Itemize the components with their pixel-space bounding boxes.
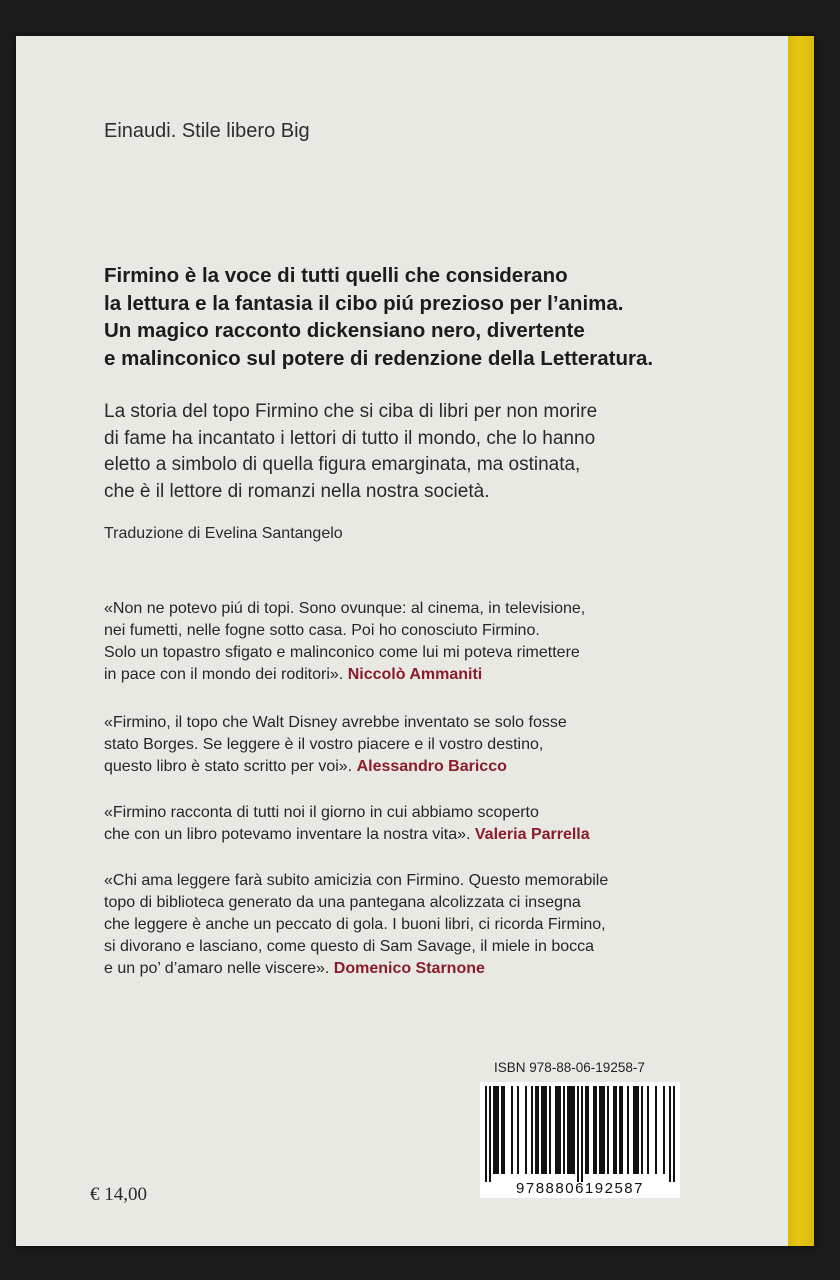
barcode-bar bbox=[511, 1086, 513, 1174]
quote-line: «Non ne potevo piú di topi. Sono ovunque: al cinema, in televisione, bbox=[104, 600, 586, 617]
series-name: Einaudi. Stile libero Big bbox=[104, 120, 310, 142]
barcode-bar bbox=[613, 1086, 615, 1174]
barcode-icon bbox=[480, 1082, 680, 1198]
description-line: eletto a simbolo di quella figura emarginata, ma ostinata, bbox=[104, 454, 581, 475]
quote-author: Valeria Parrella bbox=[474, 826, 590, 843]
barcode-bar bbox=[545, 1086, 547, 1174]
blurb-line: la lettura e la fantasia il cibo piú prezioso per l’anima. bbox=[104, 291, 624, 315]
barcode-bar bbox=[493, 1086, 495, 1174]
quote-line: stato Borges. Se leggere è il vostro piacere e il vostro destino, bbox=[104, 736, 544, 753]
blurb-line: Un magico racconto dickensiano nero, divertente bbox=[104, 319, 585, 342]
barcode-bar bbox=[573, 1086, 575, 1174]
barcode-bar bbox=[581, 1086, 583, 1182]
quote-line: si divorano e lasciano, come questo di Sam Savage, il miele in bocca bbox=[104, 938, 595, 955]
quote-parrella bbox=[104, 802, 754, 846]
barcode-bar bbox=[601, 1086, 603, 1174]
isbn-label: ISBN 978-88-06-19258-7 bbox=[494, 1060, 645, 1075]
barcode-bar bbox=[621, 1086, 623, 1174]
quote-ammaniti bbox=[104, 598, 754, 686]
quote-line: in pace con il mondo dei roditori». bbox=[104, 666, 344, 683]
description-line: che è il lettore di romanzi nella nostra società. bbox=[104, 480, 490, 502]
barcode-bar bbox=[501, 1086, 503, 1174]
translator-credit: Traduzione di Evelina Santangelo bbox=[104, 525, 343, 542]
description bbox=[104, 399, 744, 505]
blurb-line: e malinconico sul potere di redenzione della Letteratura. bbox=[104, 346, 654, 370]
barcode-bar bbox=[603, 1086, 605, 1174]
quote-line: topo di biblioteca generato da una pantegana alcolizzata ci insegna bbox=[104, 894, 581, 911]
quote-line: che con un libro potevamo inventare la nostra vita». bbox=[104, 826, 471, 843]
barcode-bar bbox=[635, 1086, 637, 1174]
barcode-bar bbox=[541, 1086, 543, 1174]
barcode-bar bbox=[587, 1086, 589, 1174]
back-cover bbox=[16, 36, 814, 1246]
description-line: La storia del topo Firmino che si ciba di libri per non morire bbox=[104, 401, 598, 422]
barcode-bar bbox=[637, 1086, 639, 1174]
barcode-bar bbox=[641, 1086, 643, 1174]
barcode-bar bbox=[627, 1086, 629, 1174]
barcode-bar bbox=[619, 1086, 621, 1174]
blurb-bold bbox=[104, 262, 744, 372]
barcode-bar bbox=[655, 1086, 657, 1174]
blurb-line: Firmino è la voce di tutti quelli che considerano bbox=[104, 264, 568, 287]
barcode-bar bbox=[595, 1086, 597, 1174]
quote-line: questo libro è stato scritto per voi». bbox=[104, 758, 353, 775]
barcode-digits: 9788806192587 bbox=[516, 1180, 644, 1197]
quote-author: Alessandro Baricco bbox=[356, 758, 507, 775]
description-line: di fame ha incantato i lettori di tutto il mondo, che lo hanno bbox=[104, 427, 596, 449]
barcode-bar bbox=[569, 1086, 571, 1174]
barcode-bar bbox=[557, 1086, 559, 1174]
barcode-bar bbox=[559, 1086, 561, 1174]
barcode-bar bbox=[563, 1086, 565, 1174]
quote-line: nei fumetti, nelle fogne sotto casa. Poi ho conosciuto Firmino. bbox=[104, 622, 540, 639]
barcode-bar bbox=[599, 1086, 601, 1174]
barcode-bar bbox=[497, 1086, 499, 1174]
quote-line: che leggere è anche un peccato di gola. I buoni libri, ci ricorda Firmino, bbox=[104, 916, 606, 933]
quote-line: e un po’ d’amaro nelle viscere». bbox=[104, 960, 330, 977]
barcode-bar bbox=[577, 1086, 579, 1182]
barcode-bar bbox=[489, 1086, 491, 1182]
barcode-bar bbox=[585, 1086, 587, 1174]
barcode-bar bbox=[555, 1086, 557, 1174]
barcode-bar bbox=[669, 1086, 671, 1182]
barcode-bar bbox=[525, 1086, 527, 1174]
barcode-bar bbox=[543, 1086, 545, 1174]
barcode-bar bbox=[517, 1086, 519, 1174]
barcode-bar bbox=[503, 1086, 505, 1174]
barcode-bar bbox=[535, 1086, 537, 1174]
barcode-bar bbox=[663, 1086, 665, 1174]
quote-author: Domenico Starnone bbox=[333, 960, 485, 977]
barcode-bar bbox=[571, 1086, 573, 1174]
barcode-bar bbox=[673, 1086, 675, 1182]
barcode-bar bbox=[647, 1086, 649, 1174]
quote-line: Solo un topastro sfigato e malinconico come lui mi poteva rimettere bbox=[104, 644, 580, 661]
barcode-bar bbox=[607, 1086, 609, 1174]
barcode-bar bbox=[549, 1086, 551, 1174]
barcode-bar bbox=[485, 1086, 487, 1182]
price-label: € 14,00 bbox=[90, 1184, 147, 1205]
barcode-bar bbox=[567, 1086, 569, 1174]
quote-starnone bbox=[104, 870, 754, 980]
barcode-bar bbox=[495, 1086, 497, 1174]
yellow-spine-strip bbox=[788, 36, 814, 1246]
barcode-bar bbox=[593, 1086, 595, 1174]
quote-line: «Firmino racconta di tutti noi il giorno in cui abbiamo scoperto bbox=[104, 804, 539, 821]
barcode-bar bbox=[615, 1086, 617, 1174]
barcode-bar bbox=[537, 1086, 539, 1174]
quote-author: Niccolò Ammaniti bbox=[347, 666, 483, 683]
barcode-bar bbox=[633, 1086, 635, 1174]
barcode-bar bbox=[531, 1086, 533, 1174]
quote-line: «Chi ama leggere farà subito amicizia con Firmino. Questo memorabile bbox=[104, 872, 609, 889]
quote-line: «Firmino, il topo che Walt Disney avrebbe inventato se solo fosse bbox=[104, 714, 567, 731]
quote-baricco bbox=[104, 712, 754, 778]
